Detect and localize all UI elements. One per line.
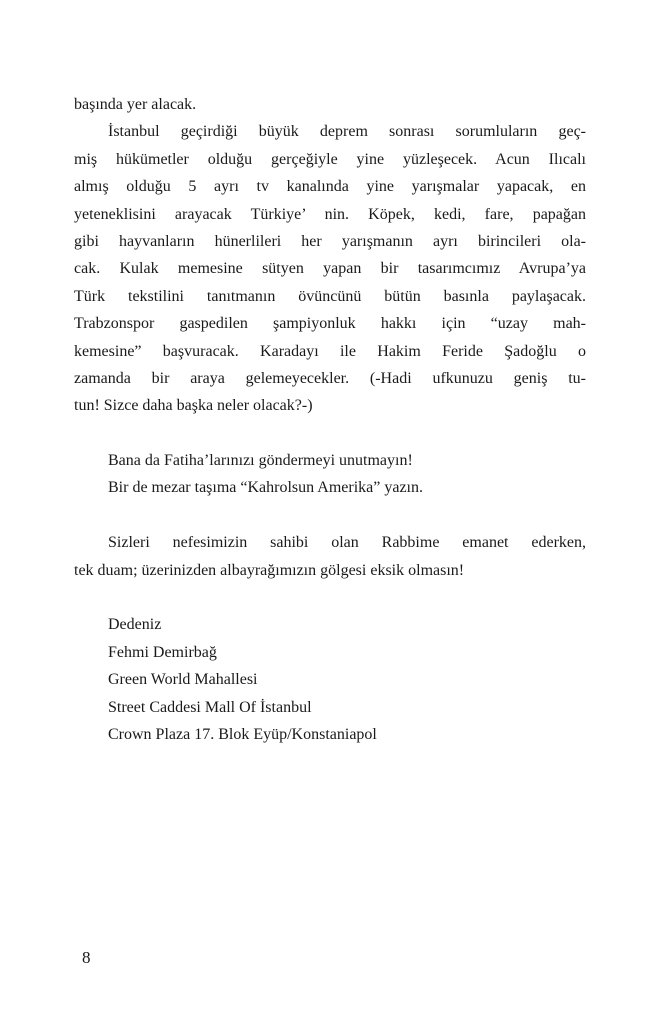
signature-line: Fehmi Demirbağ [108, 643, 217, 661]
text-line: İstanbul geçirdiği büyük deprem sonrası sorumluların geç- [108, 123, 586, 141]
signature-line: Dedeniz [108, 616, 162, 634]
page-number: 8 [82, 948, 91, 967]
paragraph-continuation [74, 91, 586, 118]
text-line: yeteneklisini arayacak Türkiye’ nin. Köpek, kedi, fare, papağan [74, 205, 586, 223]
text-line: zamanda bir araya gelemeyecekler. (-Hadi ufkunuzu geniş tu- [74, 369, 586, 387]
text-line: Türk tekstilini tanıtmanın övüncünü bütün basınla paylaşacak. [74, 287, 586, 305]
text-line: başında yer alacak. [74, 96, 197, 113]
text-line: Trabzonspor gaspedilen şampiyonluk hakkı için “uzay mah- [74, 315, 586, 333]
paragraph-farewell [74, 529, 586, 584]
paragraph-predictions [74, 118, 586, 419]
text-line: almış olduğu 5 ayrı tv kanalında yine yarışmalar yapacak, en [74, 178, 586, 196]
signature-line: Street Caddesi Mall Of İstanbul [108, 698, 312, 716]
paragraph-spacer [74, 502, 586, 529]
text-line: Sizleri nefesimizin sahibi olan Rabbime emanet ederken, [108, 534, 586, 552]
text-line: kemesine” başvuracak. Karadayı ile Hakim Feride Şadoğlu o [74, 342, 586, 360]
text-line: Bir de mezar taşıma “Kahrolsun Amerika” yazın. [108, 479, 423, 497]
signature-line: Green World Mahallesi [108, 671, 258, 689]
text-line: tun! Sizce daha başka neler olacak?-) [74, 397, 313, 415]
page-body [74, 91, 586, 748]
signature-line: Crown Plaza 17. Blok Eyüp/Konstaniapol [108, 725, 377, 743]
paragraph-spacer [74, 420, 586, 447]
text-line: gibi hayvanların hünerlileri her yarışmanın ayrı birincileri ola- [74, 232, 586, 250]
signature-block [74, 611, 586, 748]
text-line: tek duam; üzerinizden albayrağımızın gölgesi eksik olmasın! [74, 561, 465, 579]
text-line: miş hükümetler olduğu gerçeğiyle yine yüzleşecek. Acun Ilıcalı [74, 150, 586, 168]
paragraph-request [74, 447, 586, 502]
text-line: cak. Kulak memesine sütyen yapan bir tasarımcımız Avrupa’ya [74, 260, 586, 278]
paragraph-spacer [74, 584, 586, 611]
text-line: Bana da Fatiha’larınızı göndermeyi unutmayın! [108, 452, 413, 470]
